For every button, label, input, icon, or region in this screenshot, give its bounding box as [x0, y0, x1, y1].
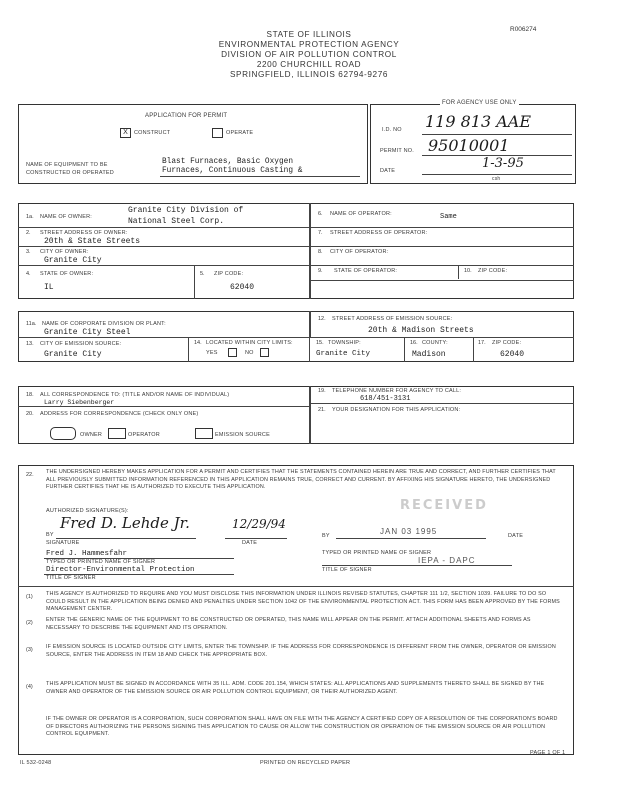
f12-value: 20th & Madison Streets [368, 326, 474, 335]
f4-label: STATE OF OWNER: [40, 271, 94, 277]
f11-num: 11a. [26, 321, 37, 327]
header-line-3: DIVISION OF AIR POLLUTION CONTROL [221, 50, 397, 59]
f14-num: 14. [194, 340, 202, 346]
f12-label: STREET ADDRESS OF EMISSION SOURCE: [332, 316, 453, 322]
f20-owner-option[interactable] [50, 427, 76, 440]
footer-printed: PRINTED ON RECYCLED PAPER [260, 760, 351, 766]
f14-no-checkbox[interactable] [260, 348, 269, 357]
correspondence-divider [309, 386, 311, 444]
agency-use-title: FOR AGENCY USE ONLY [442, 100, 517, 106]
header-line-4: 2200 CHURCHILL ROAD [256, 60, 362, 69]
signer-title-caption: TITLE OF SIGNER [46, 575, 96, 581]
construct-checkbox[interactable]: X [120, 128, 131, 138]
notes-divider [18, 586, 574, 587]
note-4-num: (4) [26, 684, 33, 690]
f16-num: 16. [410, 340, 418, 346]
header-line-2: ENVIRONMENTAL PROTECTION AGENCY [218, 40, 400, 49]
correspondence-row-right [310, 403, 574, 404]
plant-divider [309, 311, 311, 337]
owner-row-line-3 [18, 265, 574, 266]
f18-num: 18. [26, 392, 34, 398]
f10-num: 10. [464, 268, 472, 274]
note-3-num: (3) [26, 647, 33, 653]
date-underline [422, 174, 572, 175]
f20-operator-label: OPERATOR [128, 432, 160, 438]
footer-page: PAGE 1 OF 1 [530, 750, 566, 756]
f11-value: Granite City Steel [44, 328, 131, 337]
f3-num: 3. [26, 249, 31, 255]
id-no-label: I.D. NO [382, 127, 402, 133]
f8-num: 8. [318, 249, 323, 255]
f11-label: NAME OF CORPORATE DIVISION OR PLANT: [42, 321, 166, 327]
f1-value-1: Granite City Division of [128, 206, 244, 215]
signer-name: Fred J. Hammesfahr [46, 550, 128, 558]
signature: Fred D. Lehde Jr. [60, 514, 190, 532]
certification-text: THE UNDERSIGNED HEREBY MAKES APPLICATION FOR A PERMIT AND CERTIFIES THAT THE STATEMENTS CONTAINED HEREIN ARE TRUE AND CORRECT, AND FURTHER CERTIFIES THAT ALL PREVIOUSLY SUBMITTED INFORMATION REFERENCED IN THIS APPLICATION REMAINS TRUE, CORRECT AND CURRENT. BY AFFIXING HIS SIGNATURE HERETO, THE UNDERSIGNED FURTHER CERTIFIES THAT HE IS AUTHORIZED TO EXECUTE THIS APPLICATION. [46, 469, 556, 490]
second-signature-line [336, 538, 486, 539]
second-date-caption: DATE [508, 533, 524, 539]
f9-label: STATE OF OPERATOR: [334, 268, 398, 274]
f2-num: 2. [26, 230, 31, 236]
agency-initials: csh [492, 176, 501, 182]
signature-caption: SIGNATURE [46, 540, 80, 546]
f14-yes-checkbox[interactable] [228, 348, 237, 357]
received-stamp: RECEIVED [400, 498, 488, 513]
permit-no-label: PERMIT NO. [380, 148, 414, 154]
f21-label: YOUR DESIGNATION FOR THIS APPLICATION: [332, 407, 461, 413]
owner-divider [309, 203, 311, 299]
received-date: JAN 03 1995 [380, 527, 438, 536]
f13-num: 13. [26, 341, 34, 347]
f3-value: Granite City [44, 256, 102, 265]
owner-operator-box [18, 203, 574, 299]
f13-value: Granite City [44, 350, 102, 359]
second-title-line [322, 565, 512, 566]
f20-source-label: EMISSION SOURCE [215, 432, 270, 438]
id-no-underline [422, 134, 572, 135]
note-1-num: (1) [26, 594, 33, 600]
equipment-value-1: Blast Furnaces, Basic Oxygen [162, 158, 294, 166]
f7-num: 7. [318, 230, 323, 236]
signature-date: 12/29/94 [232, 517, 286, 531]
f1-label: NAME OF OWNER: [40, 214, 92, 220]
f18-label: ALL CORRESPONDENCE TO: (TITLE AND/OR NAME OF INDIVIDUAL) [40, 392, 230, 398]
plant-col-14-15 [309, 337, 310, 362]
header-line-1: STATE OF ILLINOIS [266, 30, 352, 39]
signature-line [56, 538, 196, 539]
signature-date-caption: DATE [242, 540, 258, 546]
note-3-text: IF EMISSION SOURCE IS LOCATED OUTSIDE CITY LIMITS, ENTER THE TOWNSHIP. IF THE ADDRESS FOR CORRESPONDENCE IS DIFFERENT FROM THE OWNER, OPERATOR OR EMISSION SOURCE, ENTER THE ADDRESS IN ITEM 18 AND CHECK THE APPROPRIATE BOX. [46, 644, 556, 658]
f19-label: TELEPHONE NUMBER FOR AGENCY TO CALL: [332, 388, 462, 394]
date-line [225, 538, 287, 539]
f6-num: 6. [318, 211, 323, 217]
f6-value: Same [440, 213, 457, 221]
f15-value: Granite City [316, 350, 371, 358]
correspondence-row-left [18, 406, 310, 407]
f19-value: 618/451-3131 [360, 395, 411, 403]
plant-row-line [18, 337, 574, 338]
plant-col-16-17 [473, 337, 474, 362]
f2-label: STREET ADDRESS OF OWNER: [40, 230, 128, 236]
f2-value: 20th & State Streets [44, 237, 141, 246]
date-value: 1-3-95 [482, 156, 524, 171]
operator-row-line-4 [310, 280, 574, 281]
second-name-caption: TYPED OR PRINTED NAME OF SIGNER [322, 550, 432, 556]
f1-value-2: National Steel Corp. [128, 217, 225, 226]
f21-num: 21. [318, 407, 326, 413]
plant-col-13-14 [188, 337, 189, 362]
owner-zip-divider [194, 265, 195, 299]
form-id: R006274 [510, 26, 537, 33]
f20-operator-checkbox[interactable] [108, 428, 126, 439]
note-4-text: THIS APPLICATION MUST BE SIGNED IN ACCORDANCE WITH 35 ILL. ADM. CODE 201.154, WHICH STATES: ALL APPLICATIONS AND SUPPLEMENTS THERETO SHALL BE SIGNED BY THE OWNER AND OPERATOR OF THE EMISSION SOURCE OR AIR POLLUTION CONTROL EQUIPMENT, OR THEIR AUTHORIZED AGENT. [46, 681, 545, 695]
by-label: BY [46, 532, 54, 538]
equipment-label-1: NAME OF EQUIPMENT TO BE [26, 162, 108, 168]
header-line-5: SPRINGFIELD, ILLINOIS 62794-9276 [230, 70, 388, 79]
id-no-value: 119 813 AAE [425, 112, 532, 131]
f14-yes: YES [206, 350, 218, 356]
f9-num: 9. [318, 268, 323, 274]
f5-num: 5. [200, 271, 205, 277]
f10-label: ZIP CODE: [478, 268, 508, 274]
signer-title: Director-Environmental Protection [46, 566, 195, 574]
f7-label: STREET ADDRESS OF OPERATOR: [330, 230, 428, 236]
f20-owner-label: OWNER [80, 432, 103, 438]
f17-label: ZIP CODE: [492, 340, 522, 346]
f20-label: ADDRESS FOR CORRESPONDENCE (CHECK ONLY ONE) [40, 411, 199, 417]
f16-label: COUNTY: [422, 340, 448, 346]
footer-form-code: IL 532-0248 [20, 760, 52, 766]
signer-name-caption: TYPED OR PRINTED NAME OF SIGNER [46, 559, 156, 565]
date-label: DATE [380, 168, 396, 174]
authorized-signature-label: AUTHORIZED SIGNATURE(S): [46, 508, 129, 514]
note-2-num: (2) [26, 620, 33, 626]
f16-value: Madison [412, 350, 446, 359]
second-title-caption: TITLE OF SIGNER [322, 567, 372, 573]
second-by-label: BY [322, 533, 330, 539]
f15-num: 15. [316, 340, 324, 346]
plant-col-15-16 [404, 337, 405, 362]
operate-checkbox[interactable] [212, 128, 223, 138]
f8-label: CITY OF OPERATOR: [330, 249, 389, 255]
operate-label: OPERATE [226, 130, 254, 136]
f12-num: 12. [318, 316, 326, 322]
f14-label: LOCATED WITHIN CITY LIMITS: [206, 340, 293, 346]
application-title: APPLICATION FOR PERMIT [145, 113, 228, 119]
f15-label: TOWNSHIP: [328, 340, 361, 346]
f18-value: Larry Siebenberger [44, 399, 115, 406]
f3-label: CITY OF OWNER: [40, 249, 89, 255]
note-1-text: THIS AGENCY IS AUTHORIZED TO REQUIRE AND YOU MUST DISCLOSE THIS INFORMATION UNDER ILLINOIS REVISED STATUTES, CHAPTER 111 1/2, SECTION 1039. FAILURE TO DO SO COULD RESULT IN THE APPLICATION BEING DENIED AND PENALTIES UNDER SECTION 1042 OF THE ENVIRONMENTAL PROTECTION ACT. THIS FORM HAS BEEN APPROVED BY THE FORMS MANAGEMENT CENTER. [46, 591, 560, 612]
f19-num: 19. [318, 388, 326, 394]
f17-num: 17. [478, 340, 486, 346]
f5-value: 62040 [230, 283, 255, 292]
construct-label: CONSTRUCT [134, 130, 171, 136]
owner-row-line-1 [18, 227, 574, 228]
received-office: IEPA - DAPC [418, 556, 476, 565]
f13-label: CITY OF EMISSION SOURCE: [40, 341, 122, 347]
equipment-value-2: Furnaces, Continuous Casting & [162, 167, 303, 175]
note-5-text: IF THE OWNER OR OPERATOR IS A CORPORATION, SUCH CORPORATION SHALL HAVE ON FILE WITH THE AGENCY A CERTIFIED COPY OF A RESOLUTION OF THE CORPORATION'S BOARD OF DIRECTORS AUTHORIZING THE PERSONS SIGNING THIS APPLICATION TO CAUSE OR ALLOW THE CONSTRUCTION OR OPERATION OF THE EMISSION SOURCE OR AIR POLLUTION CONTROL EQUIPMENT. [46, 716, 558, 737]
f1-num: 1a. [26, 214, 34, 220]
f4-num: 4. [26, 271, 31, 277]
f5-label: ZIP CODE: [214, 271, 244, 277]
certification-num: 22. [26, 472, 34, 478]
equipment-underline [160, 176, 360, 177]
note-2-text: ENTER THE GENERIC NAME OF THE EQUIPMENT TO BE CONSTRUCTED OR OPERATED, THIS NAME WILL APPEAR ON THE PERMIT. ATTACH ADDITIONAL SHEETS AND FORMS AS NECESSARY TO DESCRIBE THE EQUIPMENT AND ITS OPERATION. [46, 617, 531, 631]
f20-source-checkbox[interactable] [195, 428, 213, 439]
f14-no: NO [245, 350, 254, 356]
f4-value: IL [44, 283, 54, 292]
owner-row-line-2 [18, 246, 574, 247]
operator-zip-divider [458, 265, 459, 279]
f6-label: NAME OF OPERATOR: [330, 211, 392, 217]
f20-num: 20. [26, 411, 34, 417]
permit-no-value: 95010001 [428, 136, 510, 155]
f17-value: 62040 [500, 350, 525, 359]
equipment-label-2: CONSTRUCTED OR OPERATED [26, 170, 114, 176]
